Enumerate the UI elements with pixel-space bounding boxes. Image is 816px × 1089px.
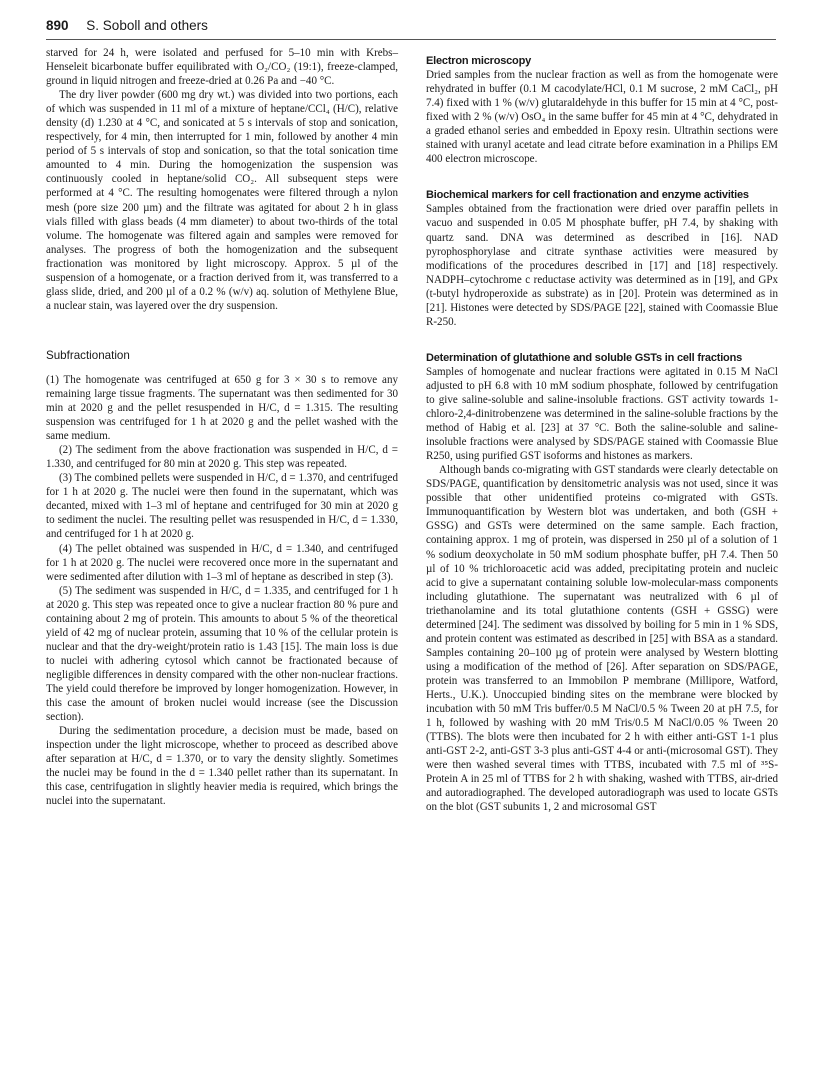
paragraph-gst-fractions: Samples of homogenate and nuclear fractions were agitated in 0.15 M NaCl adjusted to pH 6.8 with 10 mM sodium phosphate, followed by centrifugation to give saline-soluble and saline-insoluble fractions. GST activity towards 1-chloro-2,4-dinitrobenzene was determined in the saline-soluble fractions by the method of Habig et al. [23] at 37 °C. Both the saline-soluble and saline-insoluble fractions were analysed by SDS/PAGE stained with Coomassie Blue R250, using purified GST isoforms and histones as markers. <box>426 365 778 463</box>
left-column <box>46 46 398 808</box>
paragraph-sedimentation: During the sedimentation procedure, a decision must be made, based on inspection under the light microscope, whether to proceed as described above after separation at H/C, d = 1.370, or to vary the density slightly. Sometimes the nuclei may be found in the d = 1.340 pellet rather than its supernatant. In this case, centrifugation in slightly heavier media is required, which brings the nuclei into the supernatant. <box>46 725 398 808</box>
step-5: (5) The sediment was suspended in H/C, d = 1.335, and centrifuged for 1 h at 2020 g. This step was repeated once to give a nuclear fraction 80 % pure and containing about 2 mg of protein. This amounts to about 5 % of the theoretical yield of 42 mg of nuclear protein, assuming that 10 % of the cellular protein is nuclear and that the dry-weight/protein ratio is 1.43 [15]. The main loss is due to nuclei with adhering cytosol which cannot be fractionated because of negligible differences in density compared with the other non-nuclear fractions. The yield could therefore be improved by longer homogenization. However, in this case the amount of broken nuclei would increase (see the Discussion section). <box>46 584 398 724</box>
step-3: (3) The combined pellets were suspended in H/C, d = 1.370, and centrifuged for 1 h at 2020 g. The nuclei were then found in the supernatant, which was decanted, mixed with 1–3 ml of heptane and centrifuged for 30 min at 2020 g to sediment the nuclei. The resulting pellet was resuspended in H/C, d = 1.330, and centrifuged for 1 h at 2020 g. <box>46 472 398 541</box>
paragraph-homogenization: The dry liver powder (600 mg dry wt.) was divided into two portions, each of which was suspended in 11 ml of a mixture of heptane/CCl₄ (H/C), relative density (d) 1.230 at 4 °C, and sonicated at 5 s intervals of stop and sonication, respectively, for 4 min, then interrupted for 1 min, followed by another 4 min period of 5 s intervals of stop and sonication, so that the total sonication time amounted to 4 min. During the homogenization the suspension was continuously cooled in heptane/solid CO₂. All subsequent steps were performed at 4 °C. The resulting homogenates were filtered through a nylon mesh (pore size 200 µm) and the filtrate was agitated for about 2 h in glass vials filled with glass beads (4 mm diameter) to about two-thirds of the total volume. The homogenate was filtered again and samples were removed for analyses. The progress of both the homogenization and the subsequent fractionation was monitored by light microscopy. Approx. 5 µl of the suspension of a homogenate, or a fraction derived from it, was transferred to a glass slide, dried, and 200 µl of a 0.2 % (w/v) aq. solution of Methylene Blue, a nuclear stain, was layered over the dry suspension. <box>46 89 398 312</box>
step-2: (2) The sediment from the above fractionation was suspended in H/C, d = 1.330, and centrifuged for 80 min at 2020 g. This step was repeated. <box>46 444 398 471</box>
heading-biochemical-markers: Biochemical markers for cell fractionation and enzyme activities <box>426 189 749 202</box>
page-header <box>46 18 776 40</box>
page-number: 890 <box>46 18 69 33</box>
subheading-subfractionation: Subfractionation <box>46 348 130 362</box>
paragraph-electron-microscopy: Dried samples from the nuclear fraction as well as from the homogenate were rehydrated in buffer (0.1 M cacodylate/HCl, 0.1 M sucrose, 2 mM CaCl₂, pH 7.4) fixed with 1 % (w/v) glutaraldehyde in this buffer for 15 min at 4 °C, post-fixed with 2 % (w/v) OsO₄ in the same buffer for 45 min at 4 °C, dehydrated in a graded ethanol series and embedded in Epoxy resin. Ultrathin sections were stained with uranyl acetate and lead citrate before examination in a Philips EM 400 electron microscope. <box>426 69 778 166</box>
paragraph-biochemical-markers: Samples obtained from the fractionation were dried over paraffin pellets in vacuo and suspended in 0.05 M phosphate buffer, pH 7.4, by shaking with quartz sand. DNA was determined as described in [16]. NAD pyrophosphorylase and citrate synthase activities were measured by modifications of the procedures described in [17] and [18] respectively. NADPH–cytochrome c reductase activity was determined as in [19], and GPx (t-butyl hydroperoxide as substrate) as in [20]. Protein was determined as in [21]. Histones were detected by SDS/PAGE [22], stained with Coomassie Blue R-250. <box>426 203 778 328</box>
paragraph-western-blot: Although bands co-migrating with GST standards were clearly detectable on SDS/PAGE, quantification by densitometric analysis was not used, since it was possible that other unidentified proteins co-migrated with GSTs. Immunoquantification by Western blot was undertaken, and both (GSH + GSSG) and GSTs were determined on the same sample. Each fraction, containing approx. 1 mg of protein, was dispersed in 250 µl of a solution of 1 % sodium deoxycholate in 50 mM sodium phosphate buffer, pH 7.4. Then 50 µl of 10 % trichloroacetic acid was added, precipitating protein and nucleic acid to give a supernatant containing soluble low-molecular-mass components including glutathione. The supernatant was neutralized with 6 µl of triethanolamine and its total glutathione contents (GSH + GSSG) were determined [24]. The sediment was dissolved by boiling for 5 min in 1 % SDS, and protein content was estimated as described in [25] with BSA as a standard. Samples containing 20–100 µg of protein were analysed by Western blotting using a modification of the method of [26]. After separation on SDS/PAGE, protein was transferred to an Immobilon P membrane (Millipore, Watford, Herts., U.K.). Unoccupied binding sites on the membrane were blocked by incubation with 50 mM Tris buffer/0.5 M NaCl/0.5 % Tween 20 at pH 7.5, for 1 h, followed by washing with 20 mM Tris/0.5 M NaCl/0.05 % Tween 20 (TTBS). The blots were then incubated for 2 h with either anti-GST 1-1 plus anti-GST 2-2, anti-GST 3-3 plus anti-GST 4-4 or anti-(microsomal GST). They were then washed several times with TTBS, incubated with 7.5 ml of ³⁵S-Protein A in 25 ml of TTBS for 2 h with shaking, washed with TTBS, air-dried and autoradiographed. The developed autoradiograph was used to locate GSTs on the blot (GST subunits 1, 2 and microsomal GST <box>426 464 778 814</box>
heading-glutathione-gsts: Determination of glutathione and soluble GSTs in cell fractions <box>426 351 743 364</box>
heading-electron-microscopy: Electron microscopy <box>426 55 532 67</box>
running-head-authors: S. Soboll and others <box>86 18 208 33</box>
step-1: (1) The homogenate was centrifuged at 650 g for 3 × 30 s to remove any remaining large tissue fragments. The supernatant was then sedimented for 30 min at 2020 g and the pellet resuspended in H/C, d = 1.315. The resulting suspension was centrifuged for 1 h at 2020 g and the pellet washed with the same medium. <box>46 373 398 443</box>
step-4: (4) The pellet obtained was suspended in H/C, d = 1.340, and centrifuged for 1 h at 2020 g. The nuclei were recovered once more in the supernatant and were sedimented after dilution with 1–3 ml of heptane as described in step (3). <box>46 542 398 583</box>
header-rule <box>46 39 776 40</box>
paragraph-liver-prep: starved for 24 h, were isolated and perfused for 5–10 min with Krebs–Henseleit bicarbonate buffer equilibrated with O₂/CO₂ (19:1), freeze-clamped, ground in liquid nitrogen and freeze-dried at 0.26 Pa and −40 °C. <box>46 47 398 88</box>
right-column <box>426 46 778 814</box>
